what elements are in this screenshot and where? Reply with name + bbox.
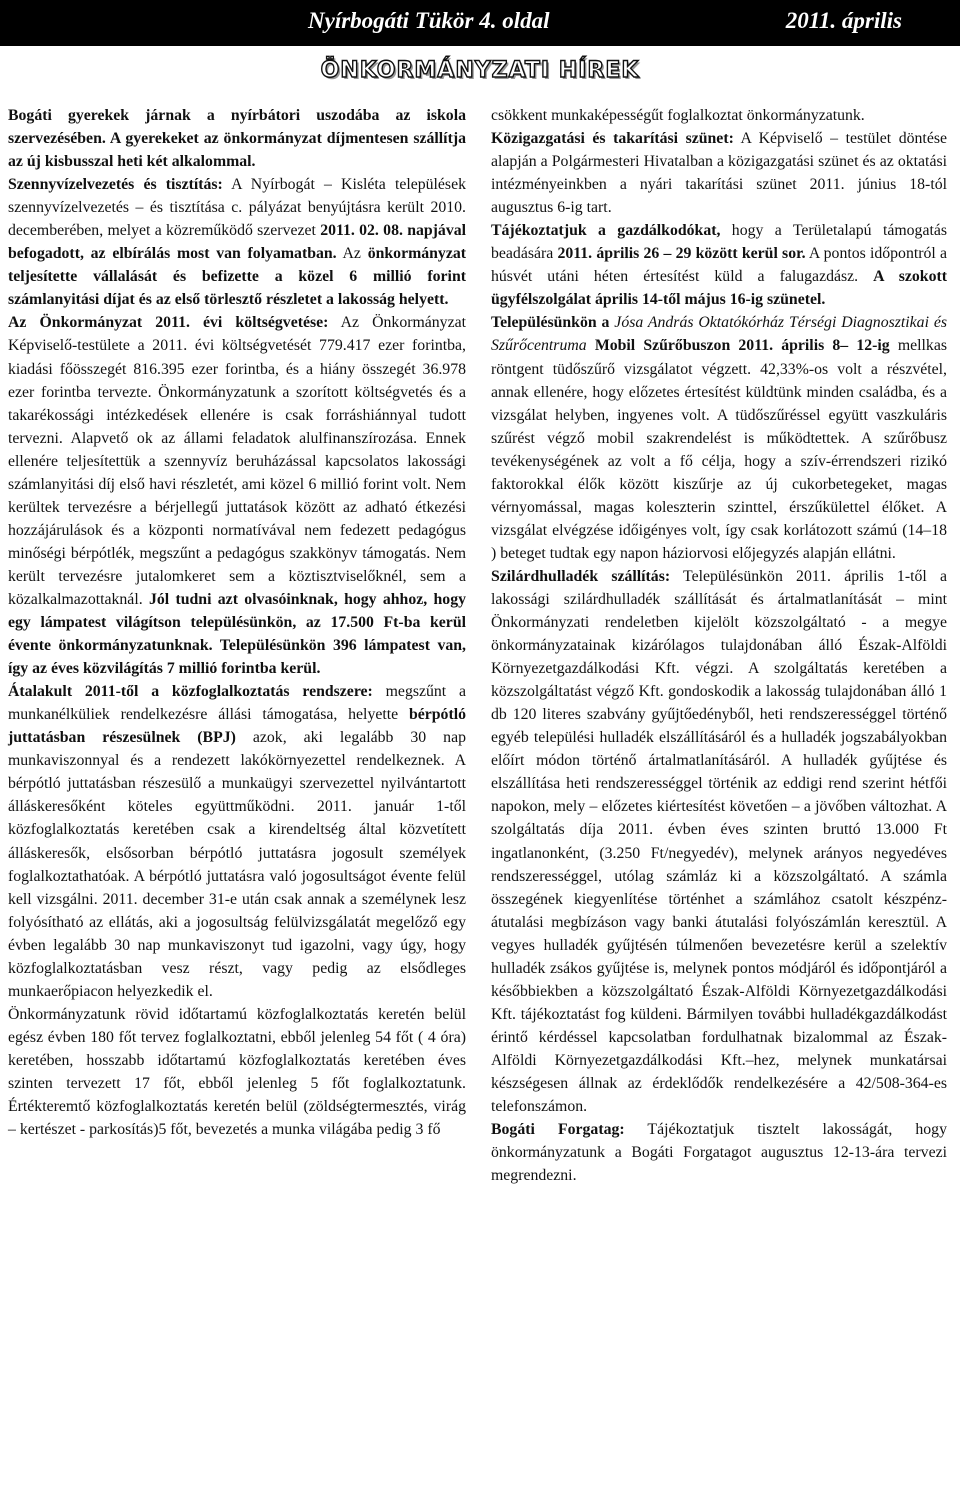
bold-text: bérpótló juttatásban részesülnek (BPJ) — [8, 706, 466, 747]
bold-text: önkormányzat teljesítette vállalását és befizette a közel 6 millió forint számlanyitási díjat és az első törlesztő részletet a lakosság helyett. — [8, 245, 466, 309]
issue-date: 2011. április — [785, 8, 902, 33]
text: Településünkön 2011. április 1-től a lakossági szilárdhulladék szállítását és ártalmatlanítását – mint Önkormányzati rendeletben kijelölt közszolgáltató - a megye önkormányzatainak kizárólagos tulajdonában álló Észak-Alföldi Környezetgazdálkodási Kft. végzi. A szolgáltatás keretében a közszolgáltatást végző Kft. gondoskodik a lakosság tulajdonában álló 1 db 120 literes szabvány gyűjtőedényből, heti rendszerességgel történő egyéb települési hulladék elszállításáról és a hulladék jogszabályokban előírt módon történő ártalmatlanításáról. A hulladék gyűjtése és elszállítása heti rendszerességgel történik az eddigi rend szerint hétfői napokon, mely – előzetes kiértesítést követően – a jövőben változhat. A szolgáltatás díja 2011. évben éves szinten bruttó 13.000 Ft ingatlanonként, (3.250 Ft/negyedév), melynek arányos negyedéves rendszerességgel, utólag számláz ki a közszolgáltató. A számla összegének kiegyenlítése történhet a számlához csatolt készpénz-átutalási megbízáson vagy banki átutalási folyószámlán keresztül. A vegyes hulladék gyűjtésén túlmenően bevezetésre kerül a szelektív hulladék zsákos gyűjtése is, melynek pontos módjáról és időpontjáról a későbbiekben a közszolgáltató Észak-Alföldi Környezetgazdálkodási Kft. tájékoztatást fog küldeni. Bármilyen további hulladékgazdálkodást érintő kérdéssel kapcsolatban fordulhatnak bizalommal az Észak-Alföldi Környezetgazdálkodási Kft.–hez, melynek munkatársai készségesen állnak az érdeklődők rendelkezésére a 42/508-364-es telefonszámon. — [491, 567, 947, 1116]
section-title: ÖNKORMÁNYZATI HÍREK — [320, 58, 640, 83]
text: hogy a Területalapú támogatás beadására — [491, 222, 947, 263]
article-swimming-text: Bogáti gyerekek járnak a nyírbátori uszodába az iskola szervezésében. A gyerekeket az önkormányzat díjmentesen szállítja az új kisbusszal heti két alkalommal. — [8, 107, 466, 171]
text: csökkent munkaképességűt foglalkoztat önkormányzatunk. — [491, 107, 865, 124]
heading-holiday: Közigazgatási és takarítási szünet: — [491, 130, 734, 148]
article-employment-cont — [491, 104, 947, 127]
newspaper-title: Nyírbogáti Tükör 4. oldal — [308, 8, 550, 33]
text: A Képviselő – testület döntése alapján a Polgármesteri Hivatalban a közigazgatási szünet és az oktatási intézményeinkben a nyári takarítási szünet 2011. június 18-tól augusztus 6-ig tart. — [491, 130, 947, 217]
bold-text: 2011. 02. 08. napjával befogadott, az elbírálás most van folyamatban. — [8, 222, 467, 263]
article-waste — [491, 565, 947, 1118]
right-column — [491, 104, 947, 1187]
heading-festival: Bogáti Forgatag: — [491, 1121, 625, 1139]
text: Az — [336, 245, 368, 263]
page-header — [0, 0, 960, 46]
left-column — [8, 104, 466, 1141]
text: Az Önkormányzat Képviselő-testülete a 2011. évi költségvetését 779.417 ezer forintba, kiadási főösszegét 816.395 ezer forintba, és a hiány összegét 36.978 ezer forintba tervezte. Önkormányzatunk a szorított költségvetés és a takarékossági intézkedések ellenére is csak forráshiánnyal tudott tervezni. Alapvető ok az állami feladatok alulfinanszírozása. Ennek ellenére teljesítettük a szennyvíz beruházással kapcsolatos lakossági számlanyitási díj első havi részletét, ami közel 6 millió forint volt. Nem kerültek tervezésre a bérjellegű juttatások között az adható étkezési hozzájárulások és a központi normatívával nem fedezett pedagógus minőségi bérpótlék, megszűnt a pedagógus szakkönyv támogatás. Nem került tervezésre jutalomkeret sem a köztisztviselőknél, sem a közalkalmazottaknál. — [8, 314, 466, 608]
text: Önkormányzatunk rövid időtartamú közfoglalkoztatás keretén belül egész évben 180 főt tervez foglalkoztatni, ebből jelenleg 54 főt ( 4 óra) keretében, hosszabb időtartamú közfoglalkoztatás keretében éves szinten tervezett 17 főt, ebből jelenleg 5 főt foglalkoztatunk. Értékteremtő közfoglalkoztatás keretén belül (zöldségtermesztés, virág – kertészet - parkosítás)5 főt, bevezetés a munka világába pedig 3 fő — [8, 1005, 466, 1139]
heading-budget: Az Önkormányzat 2011. évi költségvetése: — [8, 314, 329, 332]
bold-text: Jól tudni azt olvasóinknak, hogy ahhoz, hogy egy lámpatest világítson településünkön, az 17.500 Ft-ba kerül évente önkormányzatunknak. Településünkön 396 lámpatest van, így az éves közvilágítás 7 millió forintba kerül. — [8, 590, 466, 678]
text: A pontos időpontról a húsvét utáni héten értesítést küld a falugazdász. — [491, 245, 947, 286]
article-screening — [491, 311, 947, 565]
text: mellkas röntgent tüdőszűrő vizsgálatot végzett. 42,33%-os volt a részvétel, annak ellenére, hogy előzetes értesítést küldtünk minden családba, és a vizsgálat helyben, ingyenes volt. A tüdőszűréssel együtt vaszkuláris szűrést végző mobil szakrendelést is működtettek. A szűrőbusz tevékenységének az volt a fő célja, hogy a szív-érrendszeri rizikó faktorokkal élők között kiszűrje az új cukorbetegeket, magas vérnyomással, magas koleszterin szinttel, érszűkülettel élőket. A vizsgálat elvégzése időigényes volt, így csak korlátozott számú (14–18 ) beteget tudtak egy napon háziorvosi előjegyzés alapján ellátni. — [491, 337, 947, 562]
bold-text: Településünkön a — [491, 314, 610, 332]
heading-sewage: Szennyvízelvezetés és tisztítás: — [8, 176, 223, 194]
bold-text: A szokott ügyfélszolgálat április 14-től május 16-ig szünetel. — [491, 268, 948, 309]
heading-public-work: Átalakult 2011-től a közfoglalkoztatás rendszere: — [8, 683, 373, 701]
text: A Nyírbogát – Kisléta települések szennyvízelvezetés – és tisztítása c. pályázat benyújtásra került 2010. decemberében, melyet a közreműködő szervezet — [8, 176, 466, 240]
text: azok, aki legalább 30 nap munkaviszonnyal és a rendezett lakókörnyezettel rendelkeznek. A bérpótló juttatásban részesülő a munkaügyi szervezettel nyilvántartott álláskeresőként köteles együttműködni. 2011. január 1-től közfoglalkoztatás keretében csak a kirendeltség által közvetített álláskeresők, elsősorban bérpótló juttatásra jogosult személyek foglalkoztathatóak. A bérpótló juttatásra való jogosultságot évente felül kell vizsgálni. 2011. december 31-e után csak annak a személynek lesz folyósítható az ellátás, aki a jogosultság felülvizsgálatát megelőző egy évben legalább 30 nap munkaviszonyt tud igazolni, vagy úgy, hogy közfoglalkoztatásban vesz részt, vagy pedig az elsődleges munkaerőpiacon helyezkedik el. — [8, 729, 466, 1000]
heading-waste: Szilárdhulladék szállítás: — [491, 567, 671, 585]
article-festival — [491, 1118, 947, 1187]
article-holiday — [491, 127, 947, 219]
article-swimming — [8, 104, 466, 173]
text: megszűnt a munkanélküliek rendelkezésre állási támogatása, helyette — [8, 683, 467, 724]
text: Tájékoztatjuk tisztelt lakosságát, hogy önkormányzatunk a Bogáti Forgatagot augusztus 12-13-ára tervezi megrendezni. — [491, 1121, 947, 1185]
article-public-work — [8, 680, 466, 1003]
italic-text: Jósa András Oktatókórház Térségi Diagnosztikai és Szűrőcentruma — [491, 314, 947, 355]
bold-text: 2011. április 26 – 29 között kerül sor. — [557, 245, 806, 263]
article-farmers — [491, 219, 947, 311]
bold-text: Mobil Szűrőbuszon 2011. április 8– 12-ig — [594, 337, 890, 355]
article-budget — [8, 311, 466, 680]
article-employment — [8, 1003, 466, 1141]
article-sewage — [8, 173, 466, 311]
heading-farmers: Tájékoztatjuk a gazdálkodókat, — [491, 222, 721, 240]
